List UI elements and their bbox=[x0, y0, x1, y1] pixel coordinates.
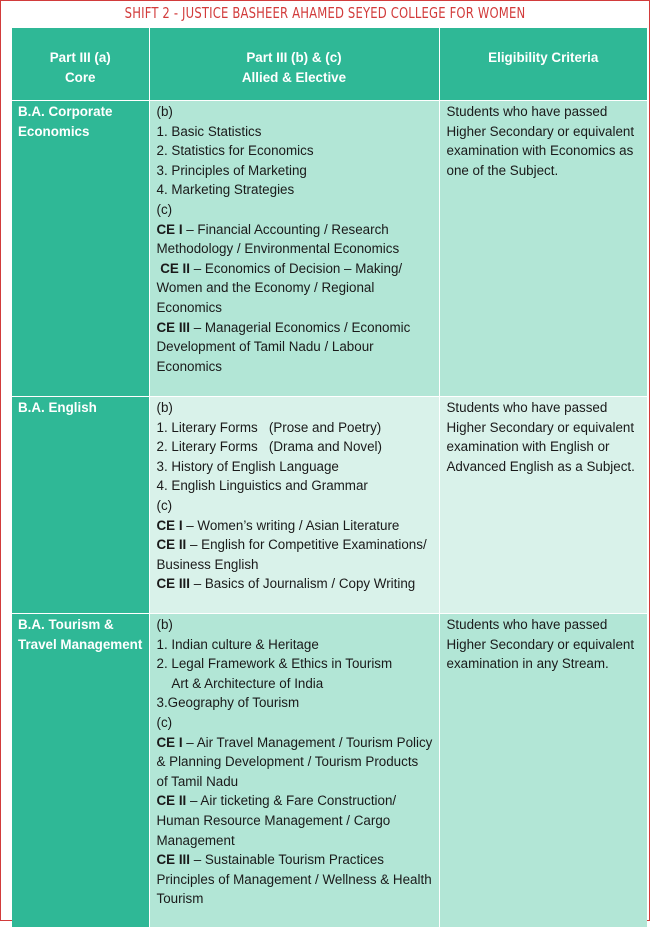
allied-item: Art & Architecture of India bbox=[156, 675, 324, 691]
allied-item: 1. Basic Statistics bbox=[156, 123, 262, 139]
allied-item: 2. Statistics for Economics bbox=[156, 143, 314, 159]
header-allied-elective: Part III (b) & (c) Allied & Elective bbox=[149, 28, 439, 101]
elective-item bbox=[156, 733, 437, 792]
allied-item: 1. Indian culture & Heritage bbox=[156, 636, 319, 652]
elective-text: – English for Competitive Examinations/ Business English bbox=[156, 537, 431, 572]
elective-text: – Air Travel Management / Tourism Policy & Planning Development / Tourism Products of Tamil Nadu bbox=[156, 734, 437, 789]
eligibility-cell: Students who have passed Higher Secondary or equivalent examination in any Stream. bbox=[439, 614, 647, 928]
c-label: (c) bbox=[156, 201, 173, 217]
elective-item bbox=[157, 259, 433, 318]
elective-text: – Financial Accounting / Research Methodology / Environmental Economics bbox=[156, 221, 400, 257]
table-header-row bbox=[12, 28, 647, 101]
elective-item bbox=[157, 220, 433, 259]
core-course-cell: B.A. Tourism & Travel Management bbox=[12, 614, 149, 928]
elective-code: CE III bbox=[156, 852, 190, 868]
b-label: (b) bbox=[156, 617, 173, 632]
elective-text: – Basics of Journalism / Copy Writing bbox=[189, 576, 416, 592]
elective-item bbox=[157, 535, 433, 574]
table-row bbox=[12, 614, 647, 928]
core-course-cell: B.A. Corporate Economics bbox=[12, 101, 149, 397]
allied-elective-cell bbox=[149, 101, 439, 397]
eligibility-cell: Students who have passed Higher Secondary or equivalent examination with English or Advanced English as a Subject. bbox=[439, 397, 647, 614]
b-label: (b) bbox=[156, 104, 173, 119]
elective-code: CE II bbox=[156, 793, 187, 809]
elective-text: – Managerial Economics / Economic Development of Tamil Nadu / Labour Economics bbox=[156, 319, 415, 374]
allied-elective-cell bbox=[149, 614, 439, 928]
elective-text: – Air ticketing & Fare Construction/ Human Resource Management / Cargo Management bbox=[156, 793, 400, 848]
elective-code: CE I bbox=[156, 221, 183, 237]
elective-text: – Sustainable Tourism Practices Principles of Management / Wellness & Health Tourism bbox=[156, 852, 436, 907]
table-row bbox=[12, 101, 647, 397]
elective-item bbox=[156, 850, 436, 909]
core-course-cell: B.A. English bbox=[12, 397, 149, 614]
allied-elective-cell bbox=[149, 397, 439, 614]
elective-text: – Women’s writing / Asian Literature bbox=[182, 517, 400, 533]
elective-item bbox=[157, 574, 433, 594]
eligibility-cell: Students who have passed Higher Secondary or equivalent examination with Economics as one of the Subject. bbox=[439, 101, 647, 397]
elective-code: CE III bbox=[156, 319, 190, 335]
page-title: SHIFT 2 - JUSTICE BASHEER AHAMED SEYED COLLEGE FOR WOMEN bbox=[124, 4, 526, 22]
allied-item: 3. Principles of Marketing bbox=[156, 162, 307, 178]
b-label: (b) bbox=[156, 400, 173, 415]
elective-code: CE II bbox=[156, 260, 190, 276]
allied-item: 2. Legal Framework & Ethics in Tourism bbox=[156, 656, 393, 672]
c-label: (c) bbox=[156, 714, 173, 730]
allied-item: 1. Literary Forms (Prose and Poetry) bbox=[156, 419, 382, 435]
c-label: (c) bbox=[156, 497, 173, 513]
elective-code: CE II bbox=[156, 537, 187, 553]
elective-code: CE I bbox=[156, 517, 183, 533]
allied-item: 2. Literary Forms (Drama and Novel) bbox=[156, 439, 382, 455]
elective-item bbox=[157, 516, 433, 536]
allied-item: 4. Marketing Strategies bbox=[156, 182, 295, 198]
elective-text: – Economics of Decision – Making/ Women and the Economy / Regional Economics bbox=[156, 260, 406, 315]
elective-code: CE III bbox=[156, 576, 190, 592]
allied-item: 4. English Linguistics and Grammar bbox=[156, 478, 368, 494]
elective-item bbox=[157, 318, 433, 377]
table-row bbox=[12, 397, 647, 614]
header-eligibility: Eligibility Criteria bbox=[439, 28, 647, 101]
elective-code: CE I bbox=[156, 734, 183, 750]
header-core: Part III (a) Core bbox=[12, 28, 149, 101]
allied-item: 3. History of English Language bbox=[156, 458, 339, 474]
elective-item bbox=[157, 791, 433, 850]
allied-item: 3.Geography of Tourism bbox=[156, 695, 300, 711]
course-table bbox=[12, 28, 647, 928]
